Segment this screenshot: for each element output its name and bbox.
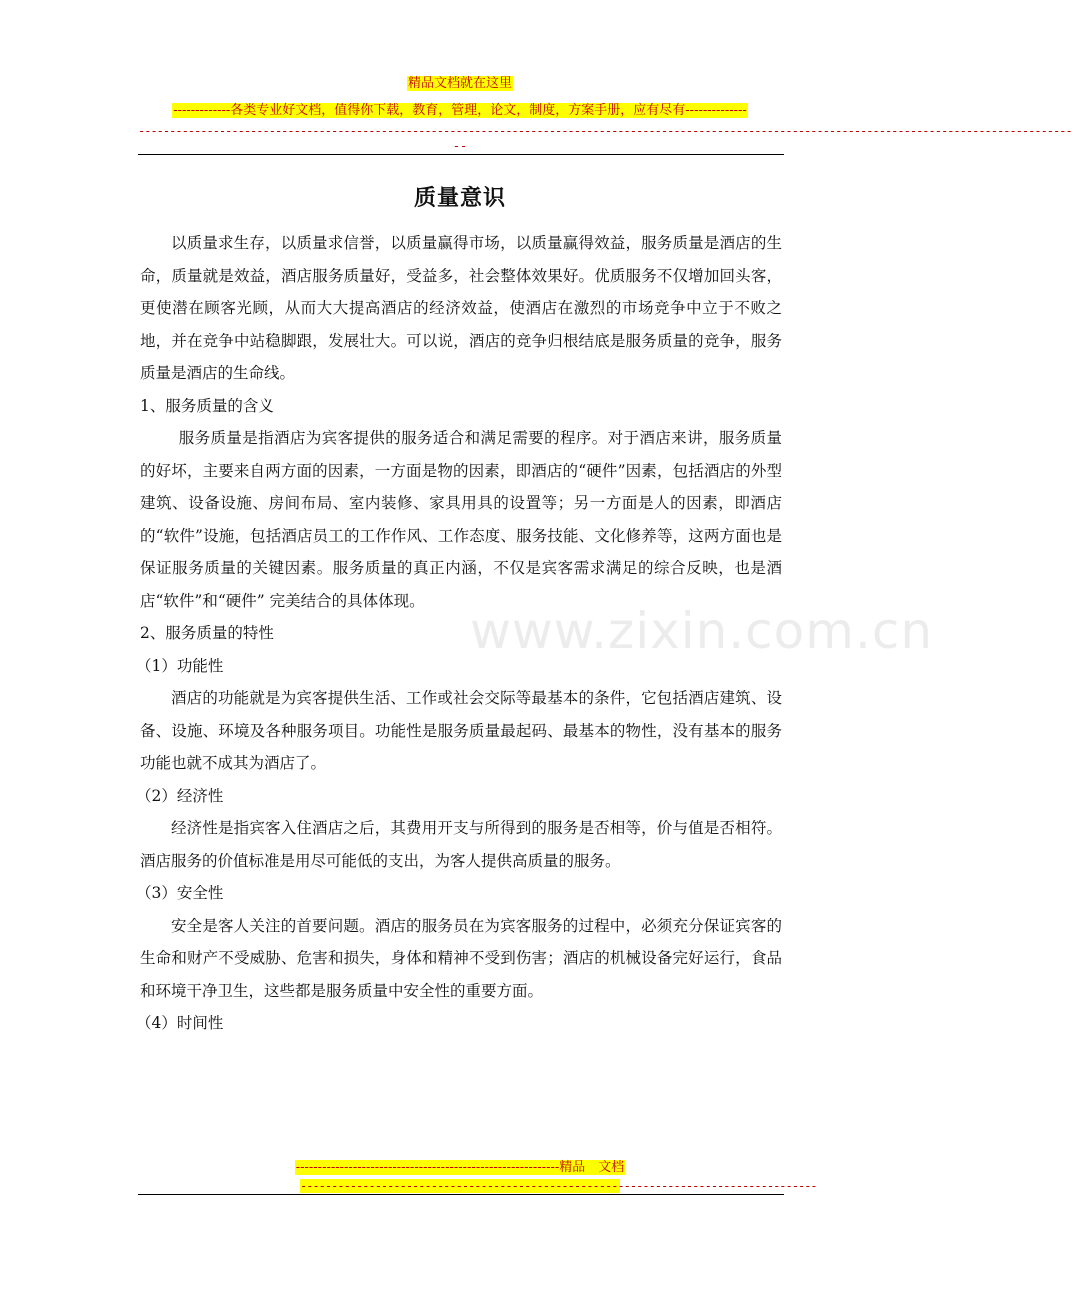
header-tagline-text: -------------各类专业好文档，值得你下载，教育，管理，论文，制度，方案手册，应有尽有--------------: [173, 103, 747, 118]
subsection-2-heading: （2）经济性: [136, 786, 224, 805]
subsection-3-paragraph: 安全是客人关注的首要问题。酒店的服务员在为宾客服务的过程中，必须充分保证宾客的生命和财产不受威胁、危害和损失，身体和精神不受到伤害；酒店的机械设备完好运行，食品和环境干净卫生，这些都是服务质量中安全性的重要方面。: [140, 916, 782, 1000]
subsection-2-paragraph: 经济性是指宾客入住酒店之后，其费用开支与所得到的服务是否相等，价与值是否相符。酒店服务的价值标准是用尽可能低的支出，为客人提供高质量的服务。: [140, 819, 782, 870]
section-2-heading: 2、服务质量的特性: [140, 624, 274, 642]
document-body: [136, 227, 782, 1040]
header-tagline: [0, 102, 920, 119]
subsection-3-heading: （3）安全性: [136, 884, 224, 902]
subsection-4-heading: （4）时间性: [136, 1014, 224, 1032]
footer-divider: [138, 1194, 784, 1195]
section-1-heading: 1、服务质量的含义: [140, 396, 274, 415]
intro-paragraph: 以质量求生存，以质量求信誉，以质量赢得市场，以质量赢得效益，服务质量是酒店的生命，质量就是效益，酒店服务质量好，受益多，社会整体效果好。优质服务不仅增加回头客，更使潜在顾客光顾，从而大大提高酒店的经济效益，使酒店在激烈的市场竞争中立于不败之地，并在竞争中站稳脚跟，发展壮大。可以说，酒店的竞争归根结底是服务质量的竞争，服务质量是酒店的生命线。: [140, 234, 782, 382]
watermark: www.zixin.com.cn: [470, 602, 934, 660]
footer-label-text: ------------------------------------------------------------精品 文档: [295, 1160, 625, 1175]
header-dash-row: ------------------------------------------------------------------------------------------------------------------------------------------------------: [138, 124, 1072, 138]
header-dash-tail: --: [452, 139, 468, 153]
footer-label: [0, 1159, 920, 1176]
header-title-text: 精品文档就在这里: [407, 76, 512, 91]
header-title: [0, 76, 920, 92]
document-title: 质量意识: [413, 185, 506, 211]
section-1-paragraph: 服务质量是指酒店为宾客提供的服务适合和满足需要的程序。对于酒店来讲，服务质量的好坏，主要来自两方面的因素，一方面是物的因素，即酒店的“硬件”因素，包括酒店的外型建筑、设备设施、房间布局、室内装修、家具用具的设置等；另一方面是人的因素，即酒店的“软件”设施，包括酒店员工的工作作风、工作态度、服务技能、文化修养等，这两方面也是保证服务质量的关键因素。服务质量的真正内涵，不仅是宾客需求满足的综合反映，也是酒店“软件”和“硬件” 完美结合的具体体现。: [140, 429, 782, 610]
footer-dash-text: -----------------------------------------------------------------------------------: [300, 1179, 817, 1193]
subsection-1-paragraph: 酒店的功能就是为宾客提供生活、工作或社会交际等最基本的条件，它包括酒店建筑、设备、设施、环境及各种服务项目。功能性是服务质量最起码、最基本的物性，没有基本的服务功能也就不成其为酒店了。: [140, 689, 782, 772]
footer-dash-row: [0, 1179, 920, 1198]
header-divider: [138, 154, 784, 155]
subsection-1-heading: （1）功能性: [136, 656, 224, 675]
